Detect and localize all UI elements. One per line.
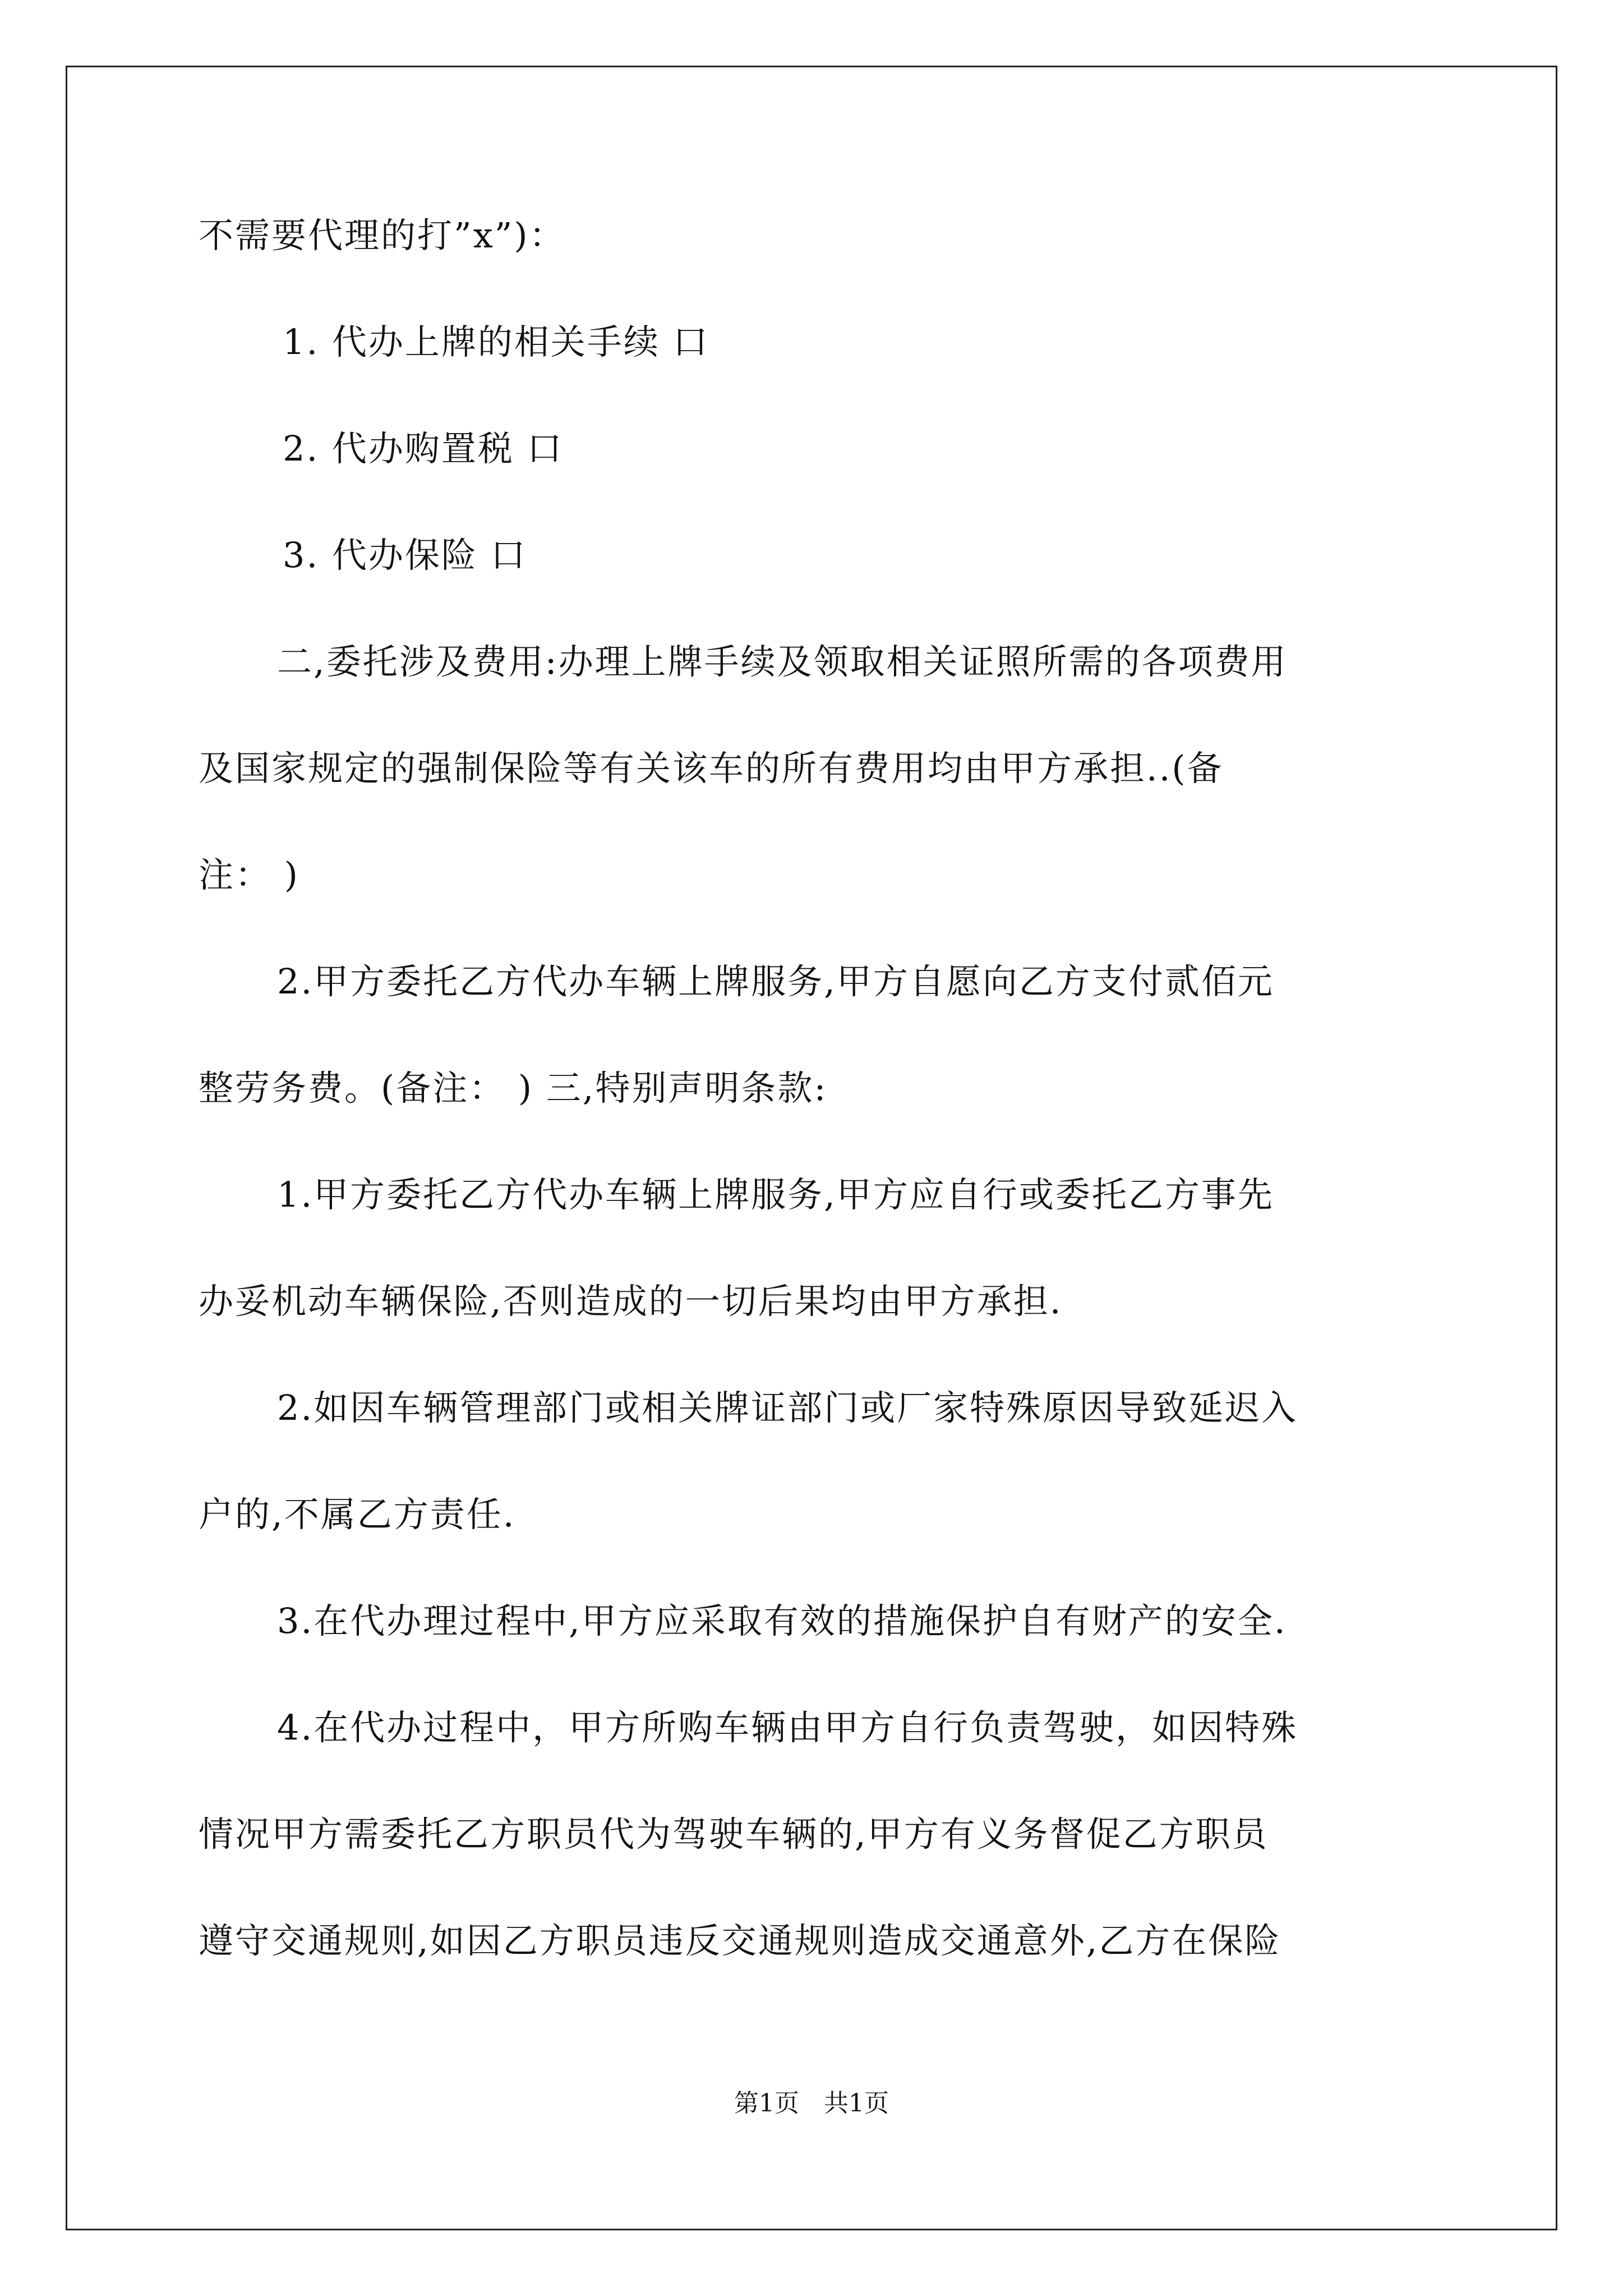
paragraph-line: 2.如因车辆管理部门或相关牌证部门或厂家特殊原因导致延迟入: [277, 1387, 1298, 1428]
paragraph-line: 1.甲方委托乙方代办车辆上牌服务,甲方应自行或委托乙方事先: [277, 1174, 1274, 1215]
text-line: 注： ): [199, 854, 299, 895]
checklist-item: 1. 代办上牌的相关手续 口: [283, 321, 709, 362]
paragraph-line: 3.在代办理过程中,甲方应采取有效的措施保护自有财产的安全.: [277, 1600, 1287, 1641]
page-footer: 第1页 共1页: [734, 2089, 889, 2118]
text-line: 不需要代理的打”x”)：: [199, 215, 566, 256]
text-line: 遵守交通规则,如因乙方职员违反交通规则造成交通意外,乙方在保险: [199, 1920, 1281, 1961]
paragraph-line: 二,委托涉及费用:办理上牌手续及领取相关证照所需的各项费用: [277, 641, 1288, 682]
page-border: [66, 66, 1557, 2230]
paragraph-line: 4.在代办过程中，甲方所购车辆由甲方自行负责驾驶，如因特殊: [277, 1707, 1298, 1748]
text-line: 整劳务费。(备注： ) 三,特别声明条款:: [199, 1068, 828, 1108]
text-line: 户的,不属乙方责任.: [199, 1494, 516, 1535]
text-line: 办妥机动车辆保险,否则造成的一切后果均由甲方承担.: [199, 1281, 1063, 1322]
checklist-item: 3. 代办保险 口: [283, 535, 527, 576]
text-line: 及国家规定的强制保险等有关该车的所有费用均由甲方承担..(备: [199, 748, 1224, 789]
checklist-item: 2. 代办购置税 口: [283, 428, 564, 469]
text-line: 情况甲方需委托乙方职员代为驾驶车辆的,甲方有义务督促乙方职员: [199, 1814, 1269, 1855]
paragraph-line: 2.甲方委托乙方代办车辆上牌服务,甲方自愿向乙方支付贰佰元: [277, 961, 1274, 1002]
